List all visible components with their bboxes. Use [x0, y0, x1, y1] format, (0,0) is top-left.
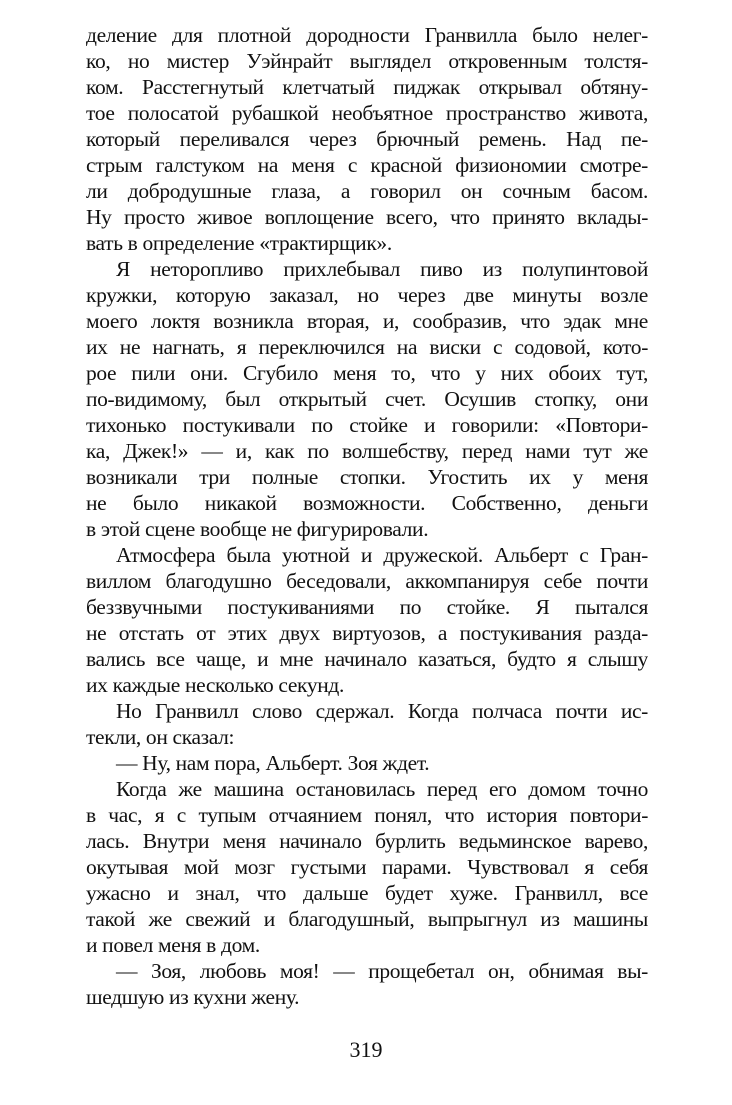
text-line: их не нагнать, я переключился на виски с содовой, кото- [86, 335, 648, 359]
text-line: Я неторопливо прихлебывал пиво из полупинтовой [116, 257, 648, 281]
text-line: ком. Расстегнутый клетчатый пиджак открывал обтяну- [86, 75, 648, 99]
text-line: — Зоя, любовь моя! — прощебетал он, обнимая вы- [116, 959, 648, 983]
text-line: беззвучными постукиваниями по стойке. Я пытался [86, 595, 648, 619]
text-line: ко, но мистер Уэйнрайт выглядел откровенным толстя- [86, 49, 648, 73]
text-line: вать в определение «трактирщик». [86, 231, 392, 255]
text-line: возникали три полные стопки. Угостить их у меня [86, 465, 648, 489]
text-line: виллом благодушно беседовали, аккомпанируя себе почти [86, 569, 648, 593]
paragraph-3 [86, 542, 648, 698]
text-line: текли, он сказал: [86, 725, 235, 749]
text-line: моего локтя возникла вторая, и, сообразив, что эдак мне [86, 309, 648, 333]
text-line: такой же свежий и благодушный, выпрыгнул из машины [86, 907, 648, 931]
text-line: Атмосфера была уютной и дружеской. Альберт с Гран- [116, 543, 648, 567]
text-line: вались все чаще, и мне начинало казаться, будто я слышу [86, 647, 648, 671]
text-line: ли добродушные глаза, а говорил он сочным басом. [86, 179, 648, 203]
book-page-text [86, 22, 648, 1010]
text-line: не было никакой возможности. Собственно, деньги [86, 491, 648, 515]
text-line: тое полосатой рубашкой необъятное пространство живота, [86, 101, 648, 125]
text-line: Когда же машина остановилась перед его домом точно [116, 777, 648, 801]
text-line: и повел меня в дом. [86, 933, 260, 957]
text-line: рое пили они. Сгубило меня то, что у них обоих тут, [86, 361, 648, 385]
text-line: кружки, которую заказал, но через две минуты возле [86, 283, 648, 307]
text-line: который переливался через брючный ремень. Над пе- [86, 127, 648, 151]
paragraph-2 [86, 256, 648, 542]
text-line: Но Гранвилл слово сдержал. Когда полчаса почти ис- [116, 699, 648, 723]
text-line: не отстать от этих двух виртуозов, а постукивания разда- [86, 621, 648, 645]
paragraph-5 [86, 750, 648, 776]
text-line: шедшую из кухни жену. [86, 985, 300, 1009]
text-line: по-видимому, был открытый счет. Осушив стопку, они [86, 387, 648, 411]
text-line: деление для плотной дородности Гранвилла было нелег- [86, 23, 648, 47]
text-line: в этой сцене вообще не фигурировали. [86, 517, 429, 541]
paragraph-1 [86, 22, 648, 256]
text-line: в час, я с тупым отчаянием понял, что история повтори- [86, 803, 648, 827]
paragraph-7 [86, 958, 648, 1010]
text-line: ка, Джек!» — и, как по волшебству, перед нами тут же [86, 439, 648, 463]
paragraph-6 [86, 776, 648, 958]
text-line: Ну просто живое воплощение всего, что принято вклады- [86, 205, 648, 229]
text-line: их каждые несколько секунд. [86, 673, 345, 697]
text-line: тихонько постукивали по стойке и говорили: «Повтори- [86, 413, 648, 437]
text-line: стрым галстуком на меня с красной физиономии смотре- [86, 153, 648, 177]
paragraph-4 [86, 698, 648, 750]
text-line: — Ну, нам пора, Альберт. Зоя ждет. [116, 751, 430, 775]
text-line: окутывая мой мозг густыми парами. Чувствовал я себя [86, 855, 648, 879]
text-line: лась. Внутри меня начинало бурлить ведьминское варево, [86, 829, 648, 853]
text-line: ужасно и знал, что дальше будет хуже. Гранвилл, все [86, 881, 648, 905]
page-number: 319 [349, 1037, 383, 1062]
